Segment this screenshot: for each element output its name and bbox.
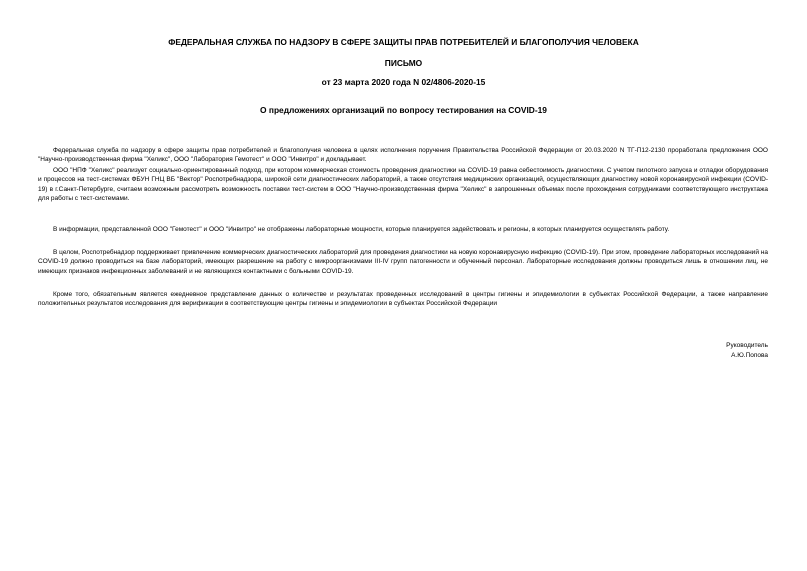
document-date-number: от 23 марта 2020 года N 02/4806-2020-15 bbox=[321, 77, 486, 87]
body-paragraph-3: В информации, представленной ООО "Гемотест" и ООО "Инвитро" не отображены лабораторные мощности, которые планируется задействовать и регионы, в которых планируется осуществлять работу. bbox=[53, 226, 670, 233]
body-paragraph-1: Федеральная служба по надзору в сфере защиты прав потребителей и благополучия человека в целях исполнения поручения Правительства Российской Федерации от 20.03.2020 N ТГ-П12-2130 проработала предложения ООО "Научно-производственная фирма "Хеликс", ООО "Лаборатория Гемотест" и ООО "Инвитро" и докладывает. bbox=[38, 147, 768, 164]
agency-title: ФЕДЕРАЛЬНАЯ СЛУЖБА ПО НАДЗОРУ В СФЕРЕ ЗАЩИТЫ ПРАВ ПОТРЕБИТЕЛЕЙ И БЛАГОПОЛУЧИЯ ЧЕЛОВЕКА bbox=[168, 37, 639, 47]
document-subject: О предложениях организаций по вопросу тестирования на COVID-19 bbox=[260, 105, 547, 115]
body-paragraph-2: ООО "НПФ "Хеликс" реализует социально-ориентированный подход, при котором коммерческая стоимость проведения диагностики на COVID-19 равна себестоимость диагностики. С учетом пилотного запуска и отладки оборудования и процессов на тест-системах ФБУН ГНЦ ВБ "Вектор" Роспотребнадзора, широкой сети диагностических лабораторий, а также отсутствия медицинских организаций, осуществляющих диагностику новой коронавирусной инфекции (COVID-19) в г.Санкт-Петербурге, считаем возможным рассмотреть возможность поставки тест-систем в ООО "Научно-производственная фирма "Хеликс" в запрошенных объемах после прохождения сотрудниками соответствующего инструктажа для работы с тест-системами. bbox=[38, 167, 768, 203]
signatory-name: А.Ю.Попова bbox=[731, 352, 768, 359]
body-paragraph-4: В целом, Роспотребнадзор поддерживает привлечение коммерческих диагностических лабораторий для проведения диагностики на новую коронавирусную инфекцию (COVID-19). При этом, проведение лабораторных исследований на COVID-19 должно проводиться на базе лабораторий, имеющих разрешение на работу с микроорганизмами III-IV групп патогенности и обученный персонал. Лабораторные исследования должны проводиться лишь в отношении лиц, не имеющих признаков инфекционных заболеваний и не являющихся контактными с больными COVID-19. bbox=[38, 249, 768, 275]
signatory-title: Руководитель bbox=[726, 342, 768, 349]
body-paragraph-5: Кроме того, обязательным является ежедневное представление данных о количестве и результатах проведенных исследований в центры гигиены и эпидемиологии в субъектах Российской Федерации, а также направление положительных результатов исследования для верификации в соответствующие центры гигиены и эпидемиологии в субъектах Российской Федерации bbox=[38, 291, 768, 308]
document-type: ПИСЬМО bbox=[384, 58, 423, 68]
